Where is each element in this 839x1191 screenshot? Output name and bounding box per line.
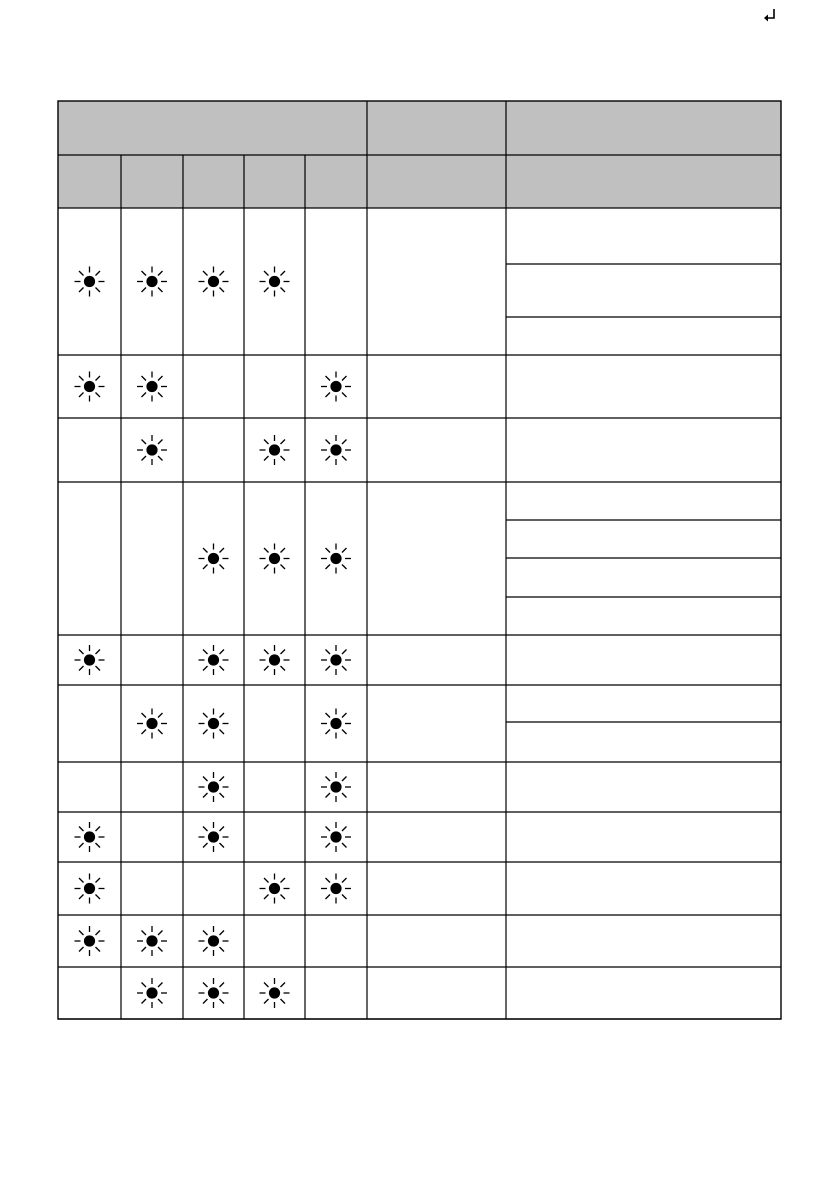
blinking-light-icon bbox=[260, 645, 290, 675]
blinking-light-icon bbox=[75, 874, 105, 904]
blinking-light-icon bbox=[199, 926, 229, 956]
blinking-light-icon bbox=[260, 874, 290, 904]
blinking-light-icon bbox=[321, 822, 351, 852]
blinking-light-icon bbox=[321, 709, 351, 739]
blinking-light-icon bbox=[75, 822, 105, 852]
blinking-light-icon bbox=[321, 435, 351, 465]
blinking-light-icon bbox=[137, 978, 167, 1008]
blinking-light-icon bbox=[199, 645, 229, 675]
blinking-light-icon bbox=[75, 267, 105, 297]
blinking-light-icon bbox=[199, 822, 229, 852]
blinking-light-icon bbox=[321, 645, 351, 675]
blinking-light-icon bbox=[137, 435, 167, 465]
blinking-light-icon bbox=[260, 544, 290, 574]
blinking-light-icon bbox=[137, 267, 167, 297]
blinking-light-icon bbox=[137, 926, 167, 956]
blinking-light-icon bbox=[137, 372, 167, 402]
blinking-light-icon bbox=[137, 709, 167, 739]
blinking-light-icon bbox=[199, 267, 229, 297]
blinking-light-icon bbox=[321, 772, 351, 802]
blinking-light-icon bbox=[321, 372, 351, 402]
blinking-light-icon bbox=[199, 772, 229, 802]
blinking-light-icon bbox=[260, 978, 290, 1008]
blinking-light-icon bbox=[260, 267, 290, 297]
blinking-light-icon bbox=[75, 372, 105, 402]
blinking-light-icon bbox=[199, 978, 229, 1008]
blinking-light-icon bbox=[75, 645, 105, 675]
table-border bbox=[58, 101, 781, 1019]
blinking-light-icon bbox=[75, 926, 105, 956]
blinking-light-icon bbox=[321, 544, 351, 574]
blinking-light-icon bbox=[199, 709, 229, 739]
blinking-light-icon bbox=[321, 874, 351, 904]
blinking-light-icon bbox=[260, 435, 290, 465]
blinking-light-icon bbox=[199, 544, 229, 574]
